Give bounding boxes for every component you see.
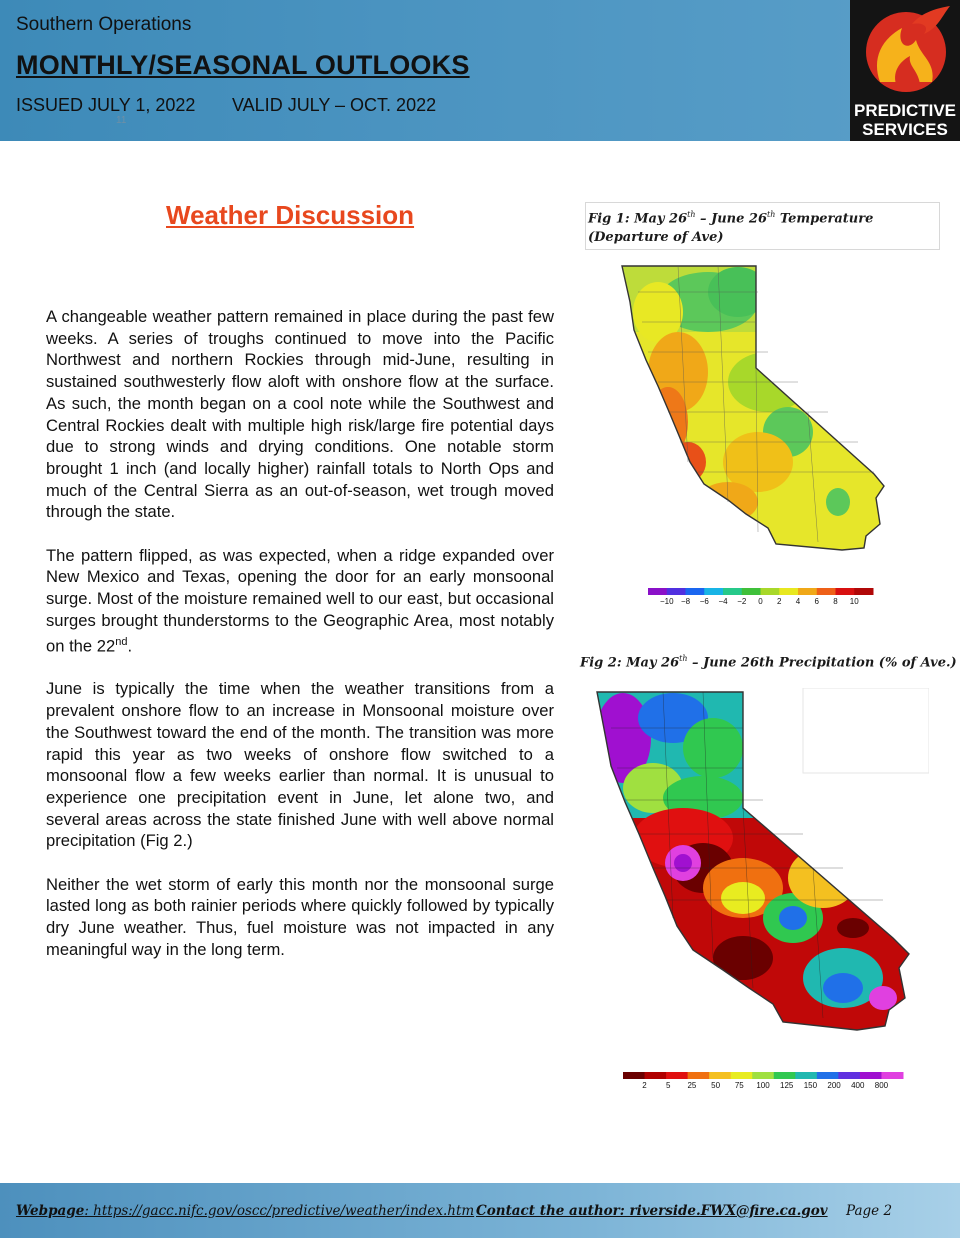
paragraph-2-text: The pattern flipped, as was expected, when a ridge expanded over New Mexico and Texas, opening the door for an early monsoonal surge. Most of the moisture remained well to our east, but occasional surges brought thunderstorms to the Geographic Area, most notably on the 22 [46, 545, 554, 656]
webpage-url: : https://gacc.nifc.gov/oscc/predictive/weather/index.htm [84, 1203, 475, 1219]
fig2-sup-a: th [679, 654, 688, 663]
fig2-caption-b: – June 26th Precipitation (% of Ave.) [687, 655, 957, 671]
paragraph-3: June is typically the time when the weather transitions from a prevalent onshore flow to an increase in Monsoonal moisture over the Southwest toward the end of the month. The transition was more rapid this year as two weeks of onshore flow switched to a monsoonal flow a few weeks earlier than normal. It is unusual to experience one precipitation event in June, let alone two, and several areas across the state finished June with well above normal precipitation (Fig 2.) [46, 679, 554, 851]
fig1-legend-tick: −10 [659, 597, 674, 606]
header-banner [0, 0, 960, 141]
fig2-legend [623, 1072, 904, 1090]
logo-line-2: SERVICES [862, 120, 948, 139]
fig1-legend-swatch [742, 588, 761, 595]
fig1-legend-tick: 8 [833, 597, 838, 606]
paragraph-1: A changeable weather pattern remained in place during the past few weeks. A series of troughs continued to move into the Pacific Northwest and northern Rockies through mid-June, resulting in sustained southwesterly flow aloft with onshore flow at the surface. As such, the month began on a cool note while the Southwest and Central Rockies dealt with multiple high risk/large fire potential days due to strong winds and drying conditions. One notable storm brought 1 inch (and locally higher) rainfall totals to North Ops and much of the Central Sierra as an out-of-season, wet trough moved through the state. [46, 307, 554, 522]
ordinal-suffix: nd [115, 635, 128, 648]
fig1-legend-swatch [854, 588, 873, 595]
fig1-legend-tick: 0 [758, 597, 763, 606]
fig1-legend-swatch [667, 588, 686, 595]
fig2-legend-swatch [795, 1072, 817, 1079]
fig1-caption-c: Temperature [775, 211, 874, 227]
fig1-legend-swatch [761, 588, 780, 595]
fig1-sup-a: th [687, 210, 696, 219]
precipitation-percent-map [593, 688, 929, 1090]
page-title: MONTHLY/SEASONAL OUTLOOKS [16, 50, 470, 80]
fig1-sup-b: th [767, 210, 776, 219]
fig1-legend-swatch [798, 588, 817, 595]
fig2-legend-swatch [838, 1072, 860, 1079]
contact-author-link[interactable]: Contact the author: riverside.FWX@fire.ca.gov [476, 1203, 828, 1219]
fig2-legend-swatch [623, 1072, 645, 1079]
fig1-caption [585, 202, 940, 250]
fig1-legend-tick: −2 [737, 597, 747, 606]
fig1-legend-tick: 6 [814, 597, 819, 606]
fig2-legend-swatch [860, 1072, 882, 1079]
page-number: Page 2 [846, 1203, 893, 1219]
fig1-legend-tick: 10 [849, 597, 859, 606]
fig2-legend-tick: 75 [734, 1081, 744, 1090]
fig2-legend-swatch [666, 1072, 688, 1079]
paragraph-2-end: . [127, 636, 133, 656]
fig1-legend-tick: −6 [699, 597, 709, 606]
fig2-legend-swatch [774, 1072, 796, 1079]
fig1-legend-swatch [648, 588, 667, 595]
fig2-legend-swatch [881, 1072, 903, 1079]
fig1-legend-swatch [686, 588, 705, 595]
fig1-legend-swatch [704, 588, 723, 595]
fig2-caption [580, 654, 957, 670]
fig1-legend-tick: −4 [718, 597, 728, 606]
fig1-caption-line2: (Departure of Ave) [588, 230, 724, 246]
fig2-legend-swatch [731, 1072, 753, 1079]
region-name: Southern Operations [16, 14, 192, 35]
fig1-caption-a: : May 26 [624, 211, 688, 227]
fig1-legend-swatch [836, 588, 855, 595]
webpage-label: Webpage [16, 1203, 85, 1219]
fig2-legend-tick: 125 [780, 1081, 794, 1090]
footer-banner [0, 1183, 960, 1238]
page-marker: 11 [116, 115, 127, 126]
fig2-label: Fig 2 [580, 655, 617, 671]
fig2-legend-tick: 50 [711, 1081, 721, 1090]
temperature-departure-map [618, 262, 898, 607]
fig1-legend-tick: 4 [795, 597, 801, 606]
fig2-legend-swatch [752, 1072, 774, 1079]
logo-line-1: PREDICTIVE [853, 101, 957, 120]
fig2-legend-tick: 200 [827, 1081, 841, 1090]
fig1-caption-b: – June 26 [695, 211, 768, 227]
section-title: Weather Discussion [166, 200, 415, 230]
flame-icon [850, 0, 960, 100]
discussion-body [46, 306, 554, 982]
fig1-legend-swatch [723, 588, 742, 595]
fig2-legend-swatch [688, 1072, 710, 1079]
fig1-legend-tick: 2 [777, 597, 782, 606]
fig2-legend-tick: 800 [874, 1081, 889, 1090]
fig2-legend-swatch [645, 1072, 667, 1079]
issued-date: ISSUED JULY 1, 2022 [16, 95, 196, 115]
fig2-legend-swatch [709, 1072, 731, 1079]
valid-period: VALID JULY – OCT. 2022 [232, 95, 437, 115]
fig2-legend-tick: 100 [756, 1081, 770, 1090]
fig2-legend-tick: 400 [851, 1081, 865, 1090]
fig2-legend-tick: 2 [642, 1081, 647, 1090]
fig2-caption-a: : May 26 [616, 655, 680, 671]
fig1-legend-swatch [779, 588, 798, 595]
fig1-label: Fig 1 [588, 211, 625, 227]
fig1-legend-swatch [817, 588, 836, 595]
paragraph-4: Neither the wet storm of early this month nor the monsoonal surge lasted long as both rainier periods where quickly followed by typically dry June weather. Thus, fuel moisture was not impacted in any meaningful way in the long term. [46, 874, 554, 959]
predictive-services-logo [850, 0, 960, 141]
fig1-legend-tick: −8 [680, 597, 691, 606]
fig2-legend-tick: 25 [687, 1081, 697, 1090]
fig2-legend-tick: 150 [803, 1081, 818, 1090]
webpage-link[interactable] [16, 1203, 474, 1219]
paragraph-2 [46, 545, 554, 657]
fig2-legend-swatch [817, 1072, 839, 1079]
fig2-legend-tick: 5 [666, 1081, 671, 1090]
